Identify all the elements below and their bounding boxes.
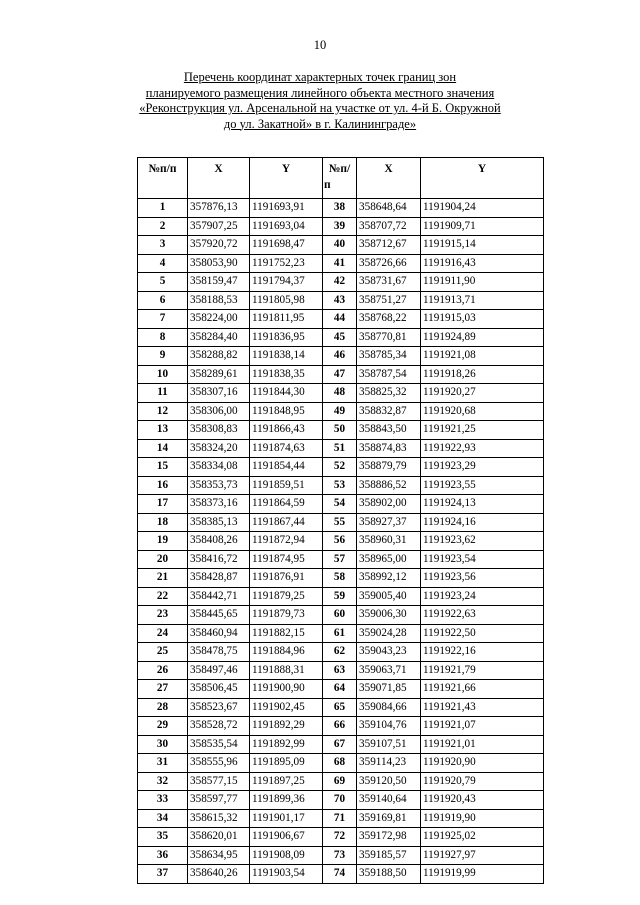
title-line-4: до ул. Закатной» в г. Калининграде» xyxy=(223,116,417,131)
table-row xyxy=(138,513,544,532)
y-coordinate-cell: 1191923,56 xyxy=(421,569,544,588)
y-coordinate-cell: 1191874,63 xyxy=(250,439,323,458)
x-coordinate-cell: 358334,08 xyxy=(188,458,250,477)
y-coordinate-cell: 1191911,90 xyxy=(421,273,544,292)
y-coordinate-cell: 1191921,25 xyxy=(421,421,544,440)
y-coordinate-cell: 1191924,89 xyxy=(421,328,544,347)
x-coordinate-cell: 359104,76 xyxy=(357,717,421,736)
y-coordinate-cell: 1191921,79 xyxy=(421,661,544,680)
point-number-cell: 60 xyxy=(323,606,357,625)
x-coordinate-cell: 359005,40 xyxy=(357,587,421,606)
point-number-cell: 8 xyxy=(138,328,188,347)
point-number-cell: 35 xyxy=(138,828,188,847)
y-coordinate-cell: 1191915,14 xyxy=(421,236,544,255)
point-number-cell: 55 xyxy=(323,513,357,532)
x-coordinate-cell: 357907,25 xyxy=(188,217,250,236)
table-row xyxy=(138,476,544,495)
table-row xyxy=(138,458,544,477)
point-number-cell: 12 xyxy=(138,402,188,421)
point-number-cell: 63 xyxy=(323,661,357,680)
x-coordinate-cell: 358992,12 xyxy=(357,569,421,588)
y-coordinate-cell: 1191859,51 xyxy=(250,476,323,495)
point-number-cell: 10 xyxy=(138,365,188,384)
y-coordinate-cell: 1191909,71 xyxy=(421,217,544,236)
y-coordinate-cell: 1191923,29 xyxy=(421,458,544,477)
x-coordinate-cell: 359185,57 xyxy=(357,846,421,865)
x-coordinate-cell: 358445,65 xyxy=(188,606,250,625)
x-coordinate-cell: 358615,32 xyxy=(188,809,250,828)
table-row xyxy=(138,661,544,680)
point-number-cell: 51 xyxy=(323,439,357,458)
point-number-cell: 53 xyxy=(323,476,357,495)
point-number-cell: 16 xyxy=(138,476,188,495)
point-number-cell: 73 xyxy=(323,846,357,865)
x-coordinate-cell: 359006,30 xyxy=(357,606,421,625)
point-number-cell: 39 xyxy=(323,217,357,236)
x-coordinate-cell: 358288,82 xyxy=(188,347,250,366)
x-coordinate-cell: 358416,72 xyxy=(188,550,250,569)
x-coordinate-cell: 358927,37 xyxy=(357,513,421,532)
y-coordinate-cell: 1191854,44 xyxy=(250,458,323,477)
table-row xyxy=(138,624,544,643)
y-coordinate-cell: 1191872,94 xyxy=(250,532,323,551)
point-number-cell: 17 xyxy=(138,495,188,514)
x-coordinate-cell: 359169,81 xyxy=(357,809,421,828)
title-line-3: «Реконструкция ул. Арсенальной на участке от ул. 4-й Б. Окружной xyxy=(139,101,501,115)
point-number-cell: 64 xyxy=(323,680,357,699)
table-row xyxy=(138,828,544,847)
y-coordinate-cell: 1191921,43 xyxy=(421,698,544,717)
y-coordinate-cell: 1191903,54 xyxy=(250,865,323,884)
x-coordinate-cell: 358478,75 xyxy=(188,643,250,662)
x-coordinate-cell: 358053,90 xyxy=(188,254,250,273)
x-coordinate-cell: 358874,83 xyxy=(357,439,421,458)
point-number-cell: 37 xyxy=(138,865,188,884)
x-coordinate-cell: 358555,96 xyxy=(188,754,250,773)
point-number-cell: 20 xyxy=(138,550,188,569)
point-number-cell: 25 xyxy=(138,643,188,662)
y-coordinate-cell: 1191794,37 xyxy=(250,273,323,292)
y-coordinate-cell: 1191904,24 xyxy=(421,199,544,218)
x-coordinate-cell: 358159,47 xyxy=(188,273,250,292)
point-number-cell: 13 xyxy=(138,421,188,440)
point-number-cell: 3 xyxy=(138,236,188,255)
y-coordinate-cell: 1191925,02 xyxy=(421,828,544,847)
y-coordinate-cell: 1191693,91 xyxy=(250,199,323,218)
x-coordinate-cell: 358306,00 xyxy=(188,402,250,421)
y-coordinate-cell: 1191864,59 xyxy=(250,495,323,514)
header-x-2: X xyxy=(357,158,421,199)
y-coordinate-cell: 1191920,43 xyxy=(421,791,544,810)
y-coordinate-cell: 1191888,31 xyxy=(250,661,323,680)
x-coordinate-cell: 358960,31 xyxy=(357,532,421,551)
y-coordinate-cell: 1191920,68 xyxy=(421,402,544,421)
y-coordinate-cell: 1191902,45 xyxy=(250,698,323,717)
y-coordinate-cell: 1191879,73 xyxy=(250,606,323,625)
x-coordinate-cell: 358785,34 xyxy=(357,347,421,366)
y-coordinate-cell: 1191915,03 xyxy=(421,310,544,329)
y-coordinate-cell: 1191921,01 xyxy=(421,735,544,754)
x-coordinate-cell: 358324,20 xyxy=(188,439,250,458)
table-row xyxy=(138,698,544,717)
y-coordinate-cell: 1191913,71 xyxy=(421,291,544,310)
point-number-cell: 31 xyxy=(138,754,188,773)
point-number-cell: 36 xyxy=(138,846,188,865)
table-row xyxy=(138,402,544,421)
table-row xyxy=(138,199,544,218)
y-coordinate-cell: 1191867,44 xyxy=(250,513,323,532)
y-coordinate-cell: 1191921,66 xyxy=(421,680,544,699)
point-number-cell: 49 xyxy=(323,402,357,421)
y-coordinate-cell: 1191897,25 xyxy=(250,772,323,791)
point-number-cell: 59 xyxy=(323,587,357,606)
point-number-cell: 46 xyxy=(323,347,357,366)
y-coordinate-cell: 1191923,55 xyxy=(421,476,544,495)
table-row xyxy=(138,680,544,699)
point-number-cell: 40 xyxy=(323,236,357,255)
y-coordinate-cell: 1191923,62 xyxy=(421,532,544,551)
y-coordinate-cell: 1191918,26 xyxy=(421,365,544,384)
x-coordinate-cell: 358460,94 xyxy=(188,624,250,643)
table-row xyxy=(138,421,544,440)
point-number-cell: 23 xyxy=(138,606,188,625)
point-number-cell: 66 xyxy=(323,717,357,736)
point-number-cell: 43 xyxy=(323,291,357,310)
point-number-cell: 52 xyxy=(323,458,357,477)
table-row xyxy=(138,365,544,384)
table-row xyxy=(138,328,544,347)
point-number-cell: 67 xyxy=(323,735,357,754)
point-number-cell: 32 xyxy=(138,772,188,791)
x-coordinate-cell: 358965,00 xyxy=(357,550,421,569)
y-coordinate-cell: 1191805,98 xyxy=(250,291,323,310)
point-number-cell: 71 xyxy=(323,809,357,828)
y-coordinate-cell: 1191916,43 xyxy=(421,254,544,273)
table-row xyxy=(138,865,544,884)
x-coordinate-cell: 359140,64 xyxy=(357,791,421,810)
table-row xyxy=(138,310,544,329)
coordinates-table xyxy=(137,157,544,884)
x-coordinate-cell: 358902,00 xyxy=(357,495,421,514)
point-number-cell: 6 xyxy=(138,291,188,310)
x-coordinate-cell: 358620,01 xyxy=(188,828,250,847)
y-coordinate-cell: 1191919,90 xyxy=(421,809,544,828)
header-point-number-2 xyxy=(323,158,357,199)
point-number-cell: 57 xyxy=(323,550,357,569)
x-coordinate-cell: 358712,67 xyxy=(357,236,421,255)
x-coordinate-cell: 358770,81 xyxy=(357,328,421,347)
y-coordinate-cell: 1191901,17 xyxy=(250,809,323,828)
x-coordinate-cell: 358886,52 xyxy=(357,476,421,495)
y-coordinate-cell: 1191921,07 xyxy=(421,717,544,736)
x-coordinate-cell: 359172,98 xyxy=(357,828,421,847)
point-number-cell: 4 xyxy=(138,254,188,273)
x-coordinate-cell: 358523,67 xyxy=(188,698,250,717)
table-row xyxy=(138,606,544,625)
table-row xyxy=(138,254,544,273)
y-coordinate-cell: 1191924,16 xyxy=(421,513,544,532)
point-number-cell: 26 xyxy=(138,661,188,680)
table-header-row xyxy=(138,158,544,199)
point-number-cell: 68 xyxy=(323,754,357,773)
point-number-cell: 9 xyxy=(138,347,188,366)
table-row xyxy=(138,587,544,606)
y-coordinate-cell: 1191876,91 xyxy=(250,569,323,588)
x-coordinate-cell: 358408,26 xyxy=(188,532,250,551)
table-row xyxy=(138,772,544,791)
x-coordinate-cell: 358428,87 xyxy=(188,569,250,588)
table-row xyxy=(138,532,544,551)
y-coordinate-cell: 1191693,04 xyxy=(250,217,323,236)
x-coordinate-cell: 359120,50 xyxy=(357,772,421,791)
table-row xyxy=(138,809,544,828)
point-number-cell: 28 xyxy=(138,698,188,717)
x-coordinate-cell: 358787,54 xyxy=(357,365,421,384)
table-body xyxy=(138,199,544,884)
y-coordinate-cell: 1191920,79 xyxy=(421,772,544,791)
y-coordinate-cell: 1191922,93 xyxy=(421,439,544,458)
x-coordinate-cell: 358879,79 xyxy=(357,458,421,477)
y-coordinate-cell: 1191900,90 xyxy=(250,680,323,699)
table-row xyxy=(138,384,544,403)
header-point-number-2-line-2: п xyxy=(324,179,331,191)
point-number-cell: 33 xyxy=(138,791,188,810)
x-coordinate-cell: 358597,77 xyxy=(188,791,250,810)
x-coordinate-cell: 358751,27 xyxy=(357,291,421,310)
point-number-cell: 54 xyxy=(323,495,357,514)
table-row xyxy=(138,791,544,810)
x-coordinate-cell: 359107,51 xyxy=(357,735,421,754)
x-coordinate-cell: 358442,71 xyxy=(188,587,250,606)
table-row xyxy=(138,569,544,588)
table-row xyxy=(138,439,544,458)
point-number-cell: 70 xyxy=(323,791,357,810)
x-coordinate-cell: 359114,23 xyxy=(357,754,421,773)
y-coordinate-cell: 1191899,36 xyxy=(250,791,323,810)
x-coordinate-cell: 358353,73 xyxy=(188,476,250,495)
point-number-cell: 62 xyxy=(323,643,357,662)
y-coordinate-cell: 1191866,43 xyxy=(250,421,323,440)
table-row xyxy=(138,347,544,366)
y-coordinate-cell: 1191874,95 xyxy=(250,550,323,569)
point-number-cell: 41 xyxy=(323,254,357,273)
x-coordinate-cell: 358825,32 xyxy=(357,384,421,403)
x-coordinate-cell: 359084,66 xyxy=(357,698,421,717)
y-coordinate-cell: 1191844,30 xyxy=(250,384,323,403)
y-coordinate-cell: 1191906,67 xyxy=(250,828,323,847)
point-number-cell: 24 xyxy=(138,624,188,643)
x-coordinate-cell: 358308,83 xyxy=(188,421,250,440)
point-number-cell: 74 xyxy=(323,865,357,884)
point-number-cell: 69 xyxy=(323,772,357,791)
y-coordinate-cell: 1191921,08 xyxy=(421,347,544,366)
table-row xyxy=(138,495,544,514)
point-number-cell: 45 xyxy=(323,328,357,347)
y-coordinate-cell: 1191922,50 xyxy=(421,624,544,643)
point-number-cell: 48 xyxy=(323,384,357,403)
x-coordinate-cell: 359063,71 xyxy=(357,661,421,680)
point-number-cell: 2 xyxy=(138,217,188,236)
x-coordinate-cell: 358726,66 xyxy=(357,254,421,273)
title-line-1: Перечень координат характерных точек границ зон xyxy=(183,70,457,84)
x-coordinate-cell: 359024,28 xyxy=(357,624,421,643)
point-number-cell: 38 xyxy=(323,199,357,218)
table-row xyxy=(138,550,544,569)
x-coordinate-cell: 358731,67 xyxy=(357,273,421,292)
x-coordinate-cell: 358307,16 xyxy=(188,384,250,403)
y-coordinate-cell: 1191892,99 xyxy=(250,735,323,754)
header-x-1: X xyxy=(188,158,250,199)
y-coordinate-cell: 1191838,35 xyxy=(250,365,323,384)
y-coordinate-cell: 1191927,97 xyxy=(421,846,544,865)
y-coordinate-cell: 1191811,95 xyxy=(250,310,323,329)
table-row xyxy=(138,717,544,736)
x-coordinate-cell: 358577,15 xyxy=(188,772,250,791)
point-number-cell: 21 xyxy=(138,569,188,588)
x-coordinate-cell: 359071,85 xyxy=(357,680,421,699)
y-coordinate-cell: 1191924,13 xyxy=(421,495,544,514)
table-row xyxy=(138,754,544,773)
y-coordinate-cell: 1191836,95 xyxy=(250,328,323,347)
y-coordinate-cell: 1191838,14 xyxy=(250,347,323,366)
y-coordinate-cell: 1191892,29 xyxy=(250,717,323,736)
header-y-2: Y xyxy=(421,158,544,199)
x-coordinate-cell: 359188,50 xyxy=(357,865,421,884)
document-title xyxy=(0,70,640,132)
x-coordinate-cell: 358648,64 xyxy=(357,199,421,218)
page-number: 10 xyxy=(313,38,327,52)
y-coordinate-cell: 1191919,99 xyxy=(421,865,544,884)
table-row xyxy=(138,273,544,292)
y-coordinate-cell: 1191908,09 xyxy=(250,846,323,865)
x-coordinate-cell: 358768,22 xyxy=(357,310,421,329)
y-coordinate-cell: 1191882,15 xyxy=(250,624,323,643)
point-number-cell: 19 xyxy=(138,532,188,551)
y-coordinate-cell: 1191848,95 xyxy=(250,402,323,421)
x-coordinate-cell: 358634,95 xyxy=(188,846,250,865)
table-row xyxy=(138,236,544,255)
point-number-cell: 7 xyxy=(138,310,188,329)
x-coordinate-cell: 358188,53 xyxy=(188,291,250,310)
x-coordinate-cell: 358506,45 xyxy=(188,680,250,699)
x-coordinate-cell: 358640,26 xyxy=(188,865,250,884)
point-number-cell: 65 xyxy=(323,698,357,717)
x-coordinate-cell: 358535,54 xyxy=(188,735,250,754)
header-y-1: Y xyxy=(250,158,323,199)
table-row xyxy=(138,846,544,865)
x-coordinate-cell: 358373,16 xyxy=(188,495,250,514)
point-number-cell: 47 xyxy=(323,365,357,384)
header-point-number-1: №п/п xyxy=(138,158,188,199)
point-number-cell: 1 xyxy=(138,199,188,218)
point-number-cell: 11 xyxy=(138,384,188,403)
x-coordinate-cell: 358832,87 xyxy=(357,402,421,421)
y-coordinate-cell: 1191698,47 xyxy=(250,236,323,255)
x-coordinate-cell: 358843,50 xyxy=(357,421,421,440)
x-coordinate-cell: 358385,13 xyxy=(188,513,250,532)
y-coordinate-cell: 1191923,24 xyxy=(421,587,544,606)
point-number-cell: 34 xyxy=(138,809,188,828)
point-number-cell: 56 xyxy=(323,532,357,551)
point-number-cell: 44 xyxy=(323,310,357,329)
point-number-cell: 58 xyxy=(323,569,357,588)
point-number-cell: 50 xyxy=(323,421,357,440)
point-number-cell: 14 xyxy=(138,439,188,458)
table-row xyxy=(138,291,544,310)
point-number-cell: 61 xyxy=(323,624,357,643)
x-coordinate-cell: 357876,13 xyxy=(188,199,250,218)
point-number-cell: 29 xyxy=(138,717,188,736)
y-coordinate-cell: 1191895,09 xyxy=(250,754,323,773)
x-coordinate-cell: 358289,61 xyxy=(188,365,250,384)
point-number-cell: 22 xyxy=(138,587,188,606)
x-coordinate-cell: 357920,72 xyxy=(188,236,250,255)
point-number-cell: 42 xyxy=(323,273,357,292)
title-line-2: планируемого размещения линейного объекта местного значения xyxy=(145,85,495,100)
table-row xyxy=(138,217,544,236)
y-coordinate-cell: 1191920,90 xyxy=(421,754,544,773)
y-coordinate-cell: 1191922,16 xyxy=(421,643,544,662)
x-coordinate-cell: 358284,40 xyxy=(188,328,250,347)
y-coordinate-cell: 1191920,27 xyxy=(421,384,544,403)
y-coordinate-cell: 1191752,23 xyxy=(250,254,323,273)
point-number-cell: 18 xyxy=(138,513,188,532)
point-number-cell: 27 xyxy=(138,680,188,699)
x-coordinate-cell: 358707,72 xyxy=(357,217,421,236)
point-number-cell: 30 xyxy=(138,735,188,754)
x-coordinate-cell: 358224,00 xyxy=(188,310,250,329)
header-point-number-2-line-1: №п/ xyxy=(328,163,351,175)
point-number-cell: 5 xyxy=(138,273,188,292)
y-coordinate-cell: 1191923,54 xyxy=(421,550,544,569)
x-coordinate-cell: 358528,72 xyxy=(188,717,250,736)
x-coordinate-cell: 358497,46 xyxy=(188,661,250,680)
point-number-cell: 72 xyxy=(323,828,357,847)
table-row xyxy=(138,735,544,754)
table-row xyxy=(138,643,544,662)
x-coordinate-cell: 359043,23 xyxy=(357,643,421,662)
y-coordinate-cell: 1191879,25 xyxy=(250,587,323,606)
point-number-cell: 15 xyxy=(138,458,188,477)
y-coordinate-cell: 1191922,63 xyxy=(421,606,544,625)
y-coordinate-cell: 1191884,96 xyxy=(250,643,323,662)
